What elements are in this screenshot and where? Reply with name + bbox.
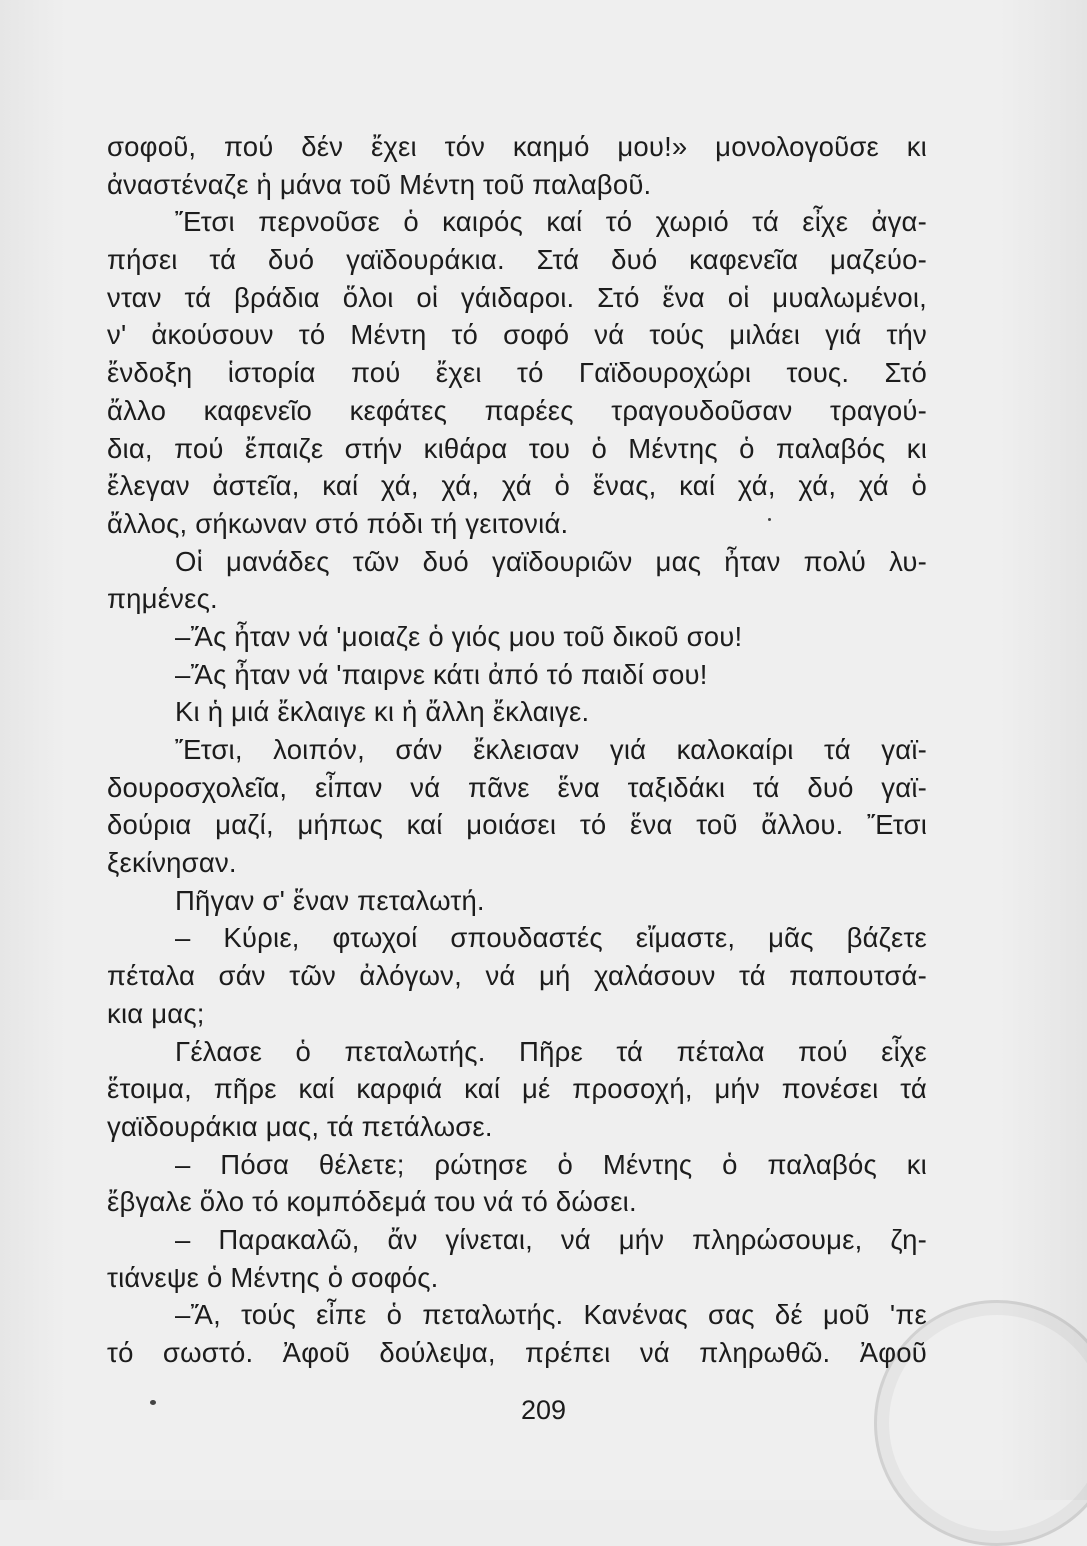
dialogue-line: – Παρακαλῶ, ἄν γίνεται, νά μήν πληρώσουμε, ζη-	[175, 1223, 927, 1255]
text-line: τιάνεψε ὁ Μέντης ὁ σοφός.	[107, 1261, 439, 1293]
dialogue-line: – Κύριε, φτωχοί σπουδαστές εἴμαστε, μᾶς βάζετε	[175, 922, 927, 954]
text-line: ξεκίνησαν.	[107, 847, 237, 879]
text-line: πήσει τά δυό γαϊδουράκια. Στά δυό καφενεῖα μαζεύο-	[107, 244, 927, 276]
text-line: Κι ἡ μιά ἔκλαιγε κι ἡ ἄλλη ἔκλαιγε.	[175, 696, 590, 728]
text-line: ἕτοιμα, πῆρε καί καρφιά καί μέ προσοχή, μήν πονέσει τά	[107, 1073, 927, 1105]
text-line: κια μας;	[107, 997, 205, 1029]
text-line: ἔλεγαν ἀστεῖα, καί χά, χά, χά ὁ ἕνας, καί χά, χά, χά ὁ	[107, 470, 927, 502]
page-text	[107, 128, 927, 1372]
text-line: δια, πού ἔπαιζε στήν κιθάρα του ὁ Μέντης ὁ παλαβός κι	[107, 432, 927, 464]
text-line: πέταλα σάν τῶν ἀλόγων, νά μή χαλάσουν τά παπουτσά-	[107, 960, 927, 992]
text-line: ἔνδοξη ἱστορία πού ἔχει τό Γαϊδουροχώρι τους. Στό	[107, 357, 927, 389]
text-line: Πῆγαν σ' ἕναν πεταλωτή.	[175, 884, 485, 916]
text-line: τό σωστό. Ἀφοῦ δούλεψα, πρέπει νά πληρωθῶ. Ἀφοῦ	[107, 1337, 927, 1368]
dialogue-line: –Ἄς ἦταν νά 'παιρνε κάτι ἀπό τό παιδί σου!	[175, 658, 708, 690]
text-line: ἄλλο καφενεῖο κεφάτες παρέες τραγουδοῦσαν τραγού-	[107, 394, 927, 426]
text-line: Γέλασε ὁ πεταλωτής. Πῆρε τά πέταλα πού εἶχε	[175, 1035, 927, 1067]
text-line: πημένες.	[107, 583, 218, 615]
text-line: ἀναστέναζε ἡ μάνα τοῦ Μέντη τοῦ παλαβοῦ.	[107, 168, 652, 200]
text-line: ἔβγαλε ὅλο τό κομπόδεμά του νά τό δώσει.	[107, 1186, 637, 1218]
text-line: ν' ἀκούσουν τό Μέντη τό σοφό νά τούς μιλάει γιά τήν	[107, 319, 927, 351]
text-line: δούρια μαζί, μήπως καί μοιάσει τό ἕνα τοῦ ἄλλου. Ἔτσι	[107, 809, 927, 841]
text-line: δουροσχολεῖα, εἶπαν νά πᾶνε ἕνα ταξιδάκι τά δυό γαϊ-	[107, 771, 927, 803]
text-line: ἄλλος, σήκωναν στό πόδι τή γειτονιά.	[107, 507, 569, 539]
dialogue-line: – Πόσα θέλετε; ρώτησε ὁ Μέντης ὁ παλαβός κι	[175, 1148, 927, 1180]
page-number: 209	[520, 1395, 567, 1425]
text-line: Ἔτσι περνοῦσε ὁ καιρός καί τό χωριό τά εἶχε ἀγα-	[175, 206, 927, 238]
text-line: νταν τά βράδια ὅλοι οἱ γάιδαροι. Στό ἕνα οἱ μυαλωμένοι,	[107, 281, 927, 313]
dialogue-line: –Ἄ, τούς εἶπε ὁ πεταλωτής. Κανένας σας δέ μοῦ 'πε	[175, 1299, 927, 1331]
dialogue-line: –Ἄς ἦταν νά 'μοιαζε ὁ γιός μου τοῦ δικοῦ σου!	[175, 620, 743, 652]
text-line: Ἔτσι, λοιπόν, σάν ἔκλεισαν γιά καλοκαίρι τά γαϊ-	[175, 734, 927, 765]
text-line: γαϊδουράκια μας, τά πετάλωσε.	[107, 1110, 493, 1142]
text-line: σοφοῦ, πού δέν ἔχει τόν καημό μου!» μονολογοῦσε κι	[107, 131, 927, 162]
text-line: Οἱ μανάδες τῶν δυό γαϊδουριῶν μας ἦταν πολύ λυ-	[175, 545, 927, 577]
